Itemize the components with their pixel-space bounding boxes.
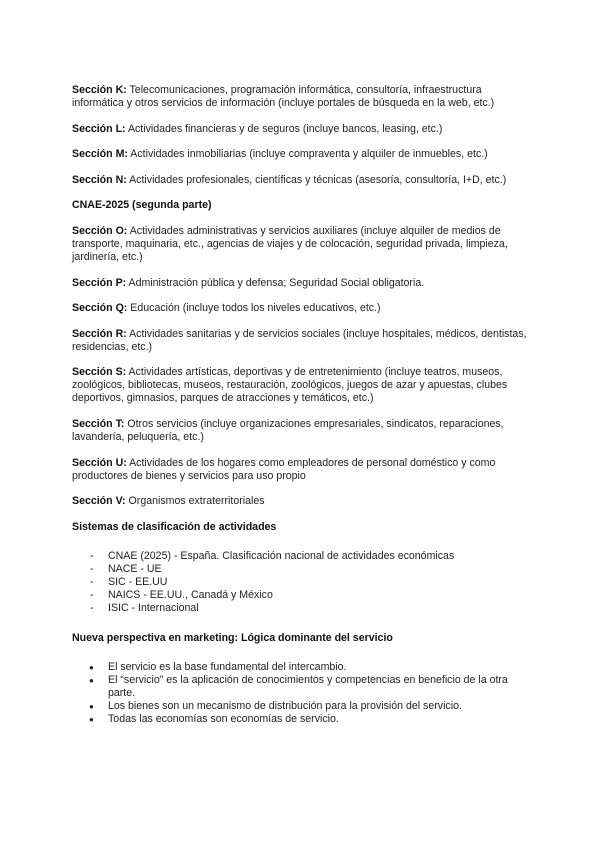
section-text: Actividades administrativas y servicios auxiliares (incluye alquiler de medios de transporte, maquinaria, etc., agencias de viajes y de colocación, seguridad privada, limpieza, jardinería, etc.) — [72, 224, 508, 263]
list-item: - NACE - UE — [72, 563, 532, 576]
section-label: Sección K: — [72, 84, 127, 96]
section-text: Educación (incluye todos los niveles educativos, etc.) — [130, 302, 381, 315]
section-label: Sección P: — [72, 276, 127, 289]
section-q — [72, 302, 532, 315]
list-item: ● Los bienes son un mecanismo de distribución para la provisión del servicio. — [72, 700, 532, 713]
section-text: Actividades artísticas, deportivas y de entretenimiento (incluye teatros, museos, zoológicos, bibliotecas, museos, restauración, zoológicos, juegos de azar y apuestas, clubes deportivos, gimnasios, parques de atracciones y temáticos, etc.) — [72, 366, 508, 405]
section-text: Administración pública y defensa; Seguridad Social obligatoria. — [128, 276, 425, 289]
section-label: Sección N: — [72, 173, 127, 186]
section-text: Actividades sanitarias y de servicios sociales (incluye hospitales, médicos, dentistas, residencias, etc.) — [72, 327, 527, 353]
section-text: Actividades financieras y de seguros (incluye bancos, leasing, etc.) — [127, 122, 443, 135]
section-u — [72, 457, 532, 483]
section-text: Actividades de los hogares como empleadores de personal doméstico y como productores de bienes y servicios para uso propio — [72, 456, 496, 482]
marketing-heading: Nueva perspectiva en marketing: Lógica dominante del servicio — [72, 631, 393, 644]
section-text: Actividades inmobiliarias (incluye compraventa y alquiler de inmuebles, etc.) — [130, 148, 488, 161]
list-item: ● Todas las economías son economías de servicio. — [72, 713, 532, 726]
list-item: - CNAE (2025) - España. Clasificación nacional de actividades económicas — [72, 550, 532, 563]
section-text: Organismos extraterritoriales — [128, 495, 265, 508]
section-text: Otros servicios (incluye organizaciones empresariales, sindicatos, reparaciones, lavandería, peluquería, etc.) — [72, 417, 504, 443]
section-label: Sección M: — [72, 148, 128, 161]
section-text: Telecomunicaciones, programación informática, consultoría, infraestructura informática y otros servicios de información (incluye portales de búsqueda en la web, etc.) — [72, 84, 495, 109]
list-item: - ISIC - Internacional — [72, 602, 532, 615]
section-t — [72, 418, 532, 444]
section-p — [72, 277, 532, 290]
section-s — [72, 366, 532, 405]
cnae-heading: CNAE-2025 (segunda parte) — [72, 199, 212, 212]
section-label: Sección U: — [72, 456, 127, 469]
list-item: - NAICS - EE.UU., Canadá y México — [72, 589, 532, 602]
section-label: Sección S: — [72, 366, 127, 379]
section-r — [72, 328, 532, 354]
section-l — [72, 123, 532, 136]
section-m — [72, 148, 532, 161]
section-label: Sección O: — [72, 224, 128, 237]
section-label: Sección R: — [72, 327, 127, 340]
systems-list — [72, 550, 532, 615]
marketing-list — [72, 661, 532, 726]
section-v — [72, 495, 532, 508]
section-label: Sección T: — [72, 417, 125, 430]
systems-heading: Sistemas de clasificación de actividades — [72, 520, 277, 533]
list-item: ● El “servicio” es la aplicación de conocimientos y competencias en beneficio de la otra parte. — [72, 674, 532, 700]
list-item: ● El servicio es la base fundamental del intercambio. — [72, 661, 532, 674]
section-o — [72, 225, 532, 264]
section-k — [72, 84, 532, 110]
section-n — [72, 174, 532, 187]
list-item: - SIC - EE.UU — [72, 576, 532, 589]
section-label: Sección L: — [72, 122, 126, 135]
document-content — [72, 84, 532, 739]
section-label: Sección Q: — [72, 302, 128, 315]
section-label: Sección V: — [72, 495, 126, 508]
section-text: Actividades profesionales, científicas y técnicas (asesoría, consultoría, I+D, etc.) — [129, 173, 507, 186]
